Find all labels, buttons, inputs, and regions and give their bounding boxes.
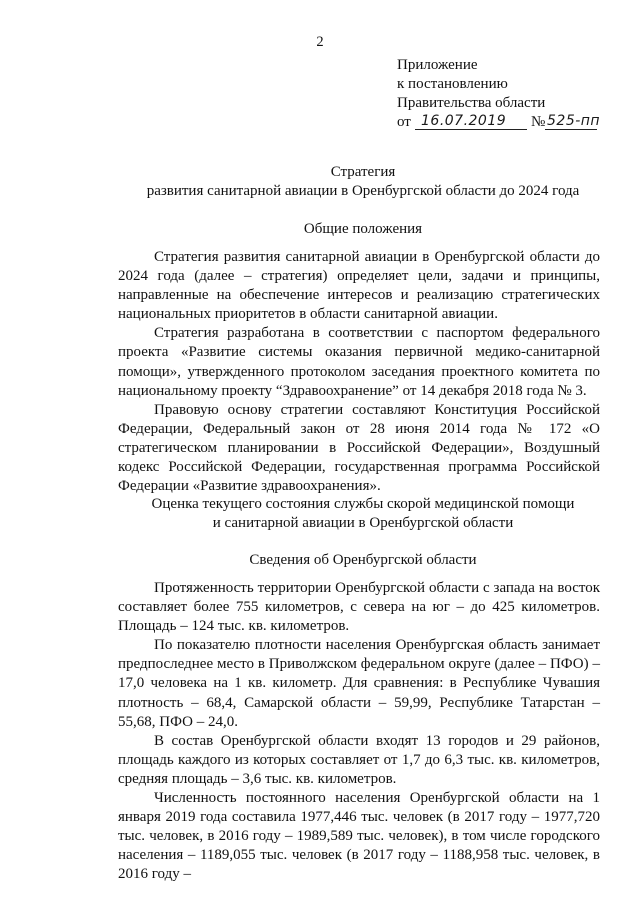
- section-heading-assessment-line-2: и санитарной авиации в Оренбургской области: [212, 515, 514, 531]
- info-body: [118, 579, 600, 885]
- annex-line-1: Приложение: [397, 57, 478, 73]
- annex-line-3: Правительства области: [397, 95, 546, 111]
- paragraph: Протяженность территории Оренбургской области с запада на восток составляет более 755 километров, с севера на юг – до 425 километров. Площадь – 124 тыс. кв. километров.: [118, 580, 600, 635]
- document-title-line-1: Стратегия: [330, 164, 396, 180]
- general-body: [118, 248, 600, 496]
- paragraph: Стратегия разработана в соответствии с паспортом федерального проекта «Развитие системы оказания первичной медико-санитарной помощи», утвержденного протоколом заседания проектного комитета по национальному проекту “Здравоохранение” от 14 декабря 2018 года № 3.: [118, 325, 600, 399]
- section-heading-assessment-line-1: Оценка текущего состояния службы скорой медицинской помощи: [151, 496, 575, 512]
- date-prefix: от: [397, 114, 411, 130]
- handwritten-date: 16.07.2019: [421, 113, 507, 129]
- section-heading-info: Сведения об Оренбургской области: [249, 552, 477, 568]
- paragraph: Стратегия развития санитарной авиации в Оренбургской области до 2024 года (далее – стратегия) определяет цели, задачи и принципы, направленные на обеспечение интересов и реализацию стратегических национальных приоритетов в области санитарной авиации.: [118, 249, 600, 323]
- paragraph: По показателю плотности населения Оренбургская область занимает предпоследнее место в Приволжском федеральном округе (далее – ПФО) – 17,0 человека на 1 кв. километр. Для сравнения: в Республике Чувашия плотность – 68,4, Самарской области – 59,99, Республике Татарстан – 55,68, ПФО – 24,0.: [118, 637, 600, 730]
- annex-line-2: к постановлению: [397, 76, 508, 92]
- annex-block: [397, 56, 601, 132]
- number-sign: №: [531, 114, 546, 130]
- paragraph: В состав Оренбургской области входят 13 городов и 29 районов, площадь каждого из которых составляет от 1,7 до 6,3 тыс. кв. километров, средняя площадь – 3,6 тыс. кв. километров.: [118, 732, 600, 787]
- document-title-line-2: развития санитарной авиации в Оренбургской области до 2024 года: [146, 183, 580, 199]
- annex-date-number-line: [397, 113, 601, 132]
- paragraph: Численность постоянного населения Оренбургской области на 1 января 2019 года составила 1977,446 тыс. человек (в 2017 году – 1977,720 тыс. человек, в 2016 году – 1989,589 тыс. человек), в том числе городского населения – 1189,055 тыс. человек (в 2017 году – 1188,958 тыс. человек, в 2016 году –: [118, 790, 600, 883]
- section-heading-general: Общие положения: [303, 221, 423, 237]
- handwritten-number: 525-пп: [547, 113, 601, 129]
- page-number: 2: [316, 34, 324, 50]
- paragraph: Правовую основу стратегии составляют Конституция Российской Федерации, Федеральный закон от 28 июня 2014 года № 172 «О стратегическом планировании в Российской Федерации», Воздушный кодекс Российской Федерации, государственная программа Российской Федерации «Развитие здравоохранения».: [118, 401, 600, 495]
